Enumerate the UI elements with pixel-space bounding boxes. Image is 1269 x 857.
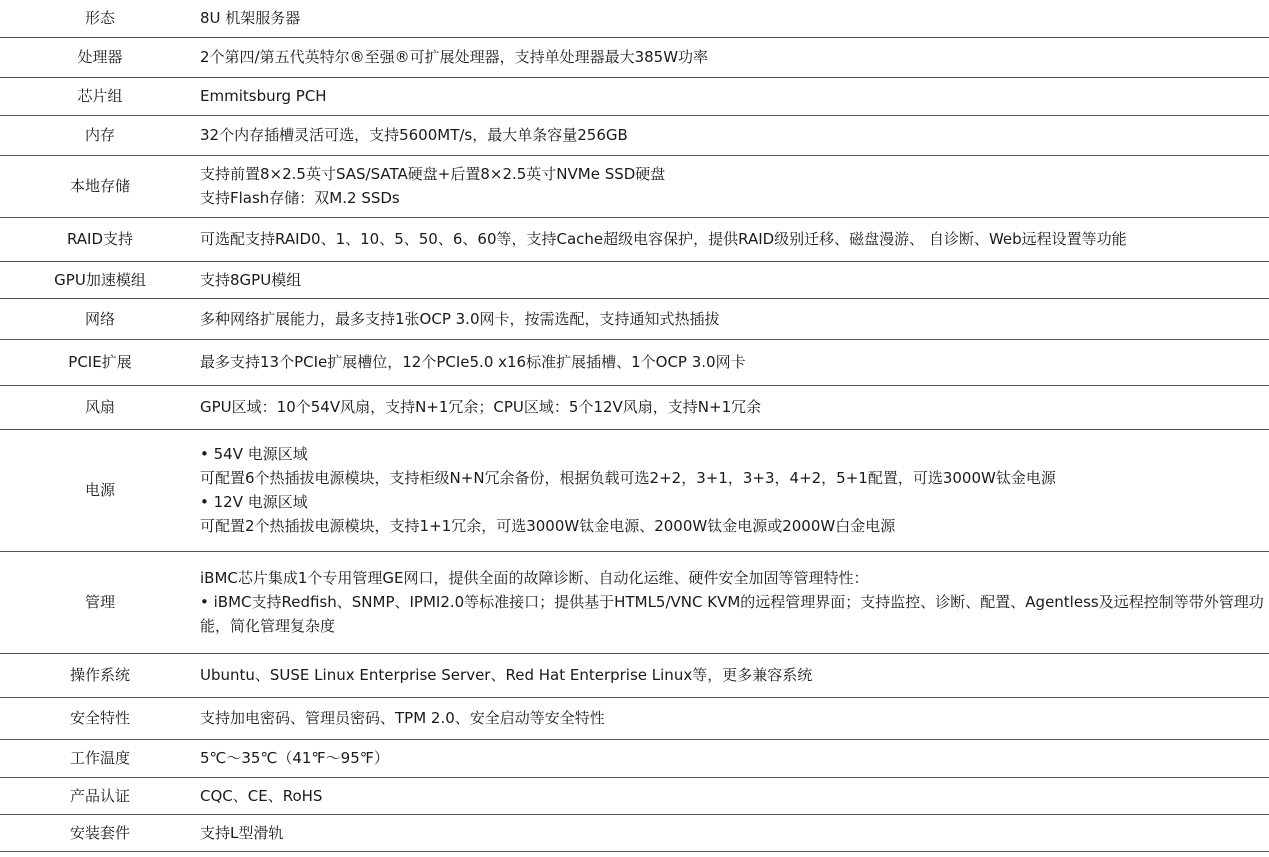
spec-label: 产品认证 [0, 777, 200, 814]
spec-label: 工作温度 [0, 739, 200, 777]
spec-row [0, 298, 1269, 339]
spec-value-line: 支持前置8×2.5英寸SAS/SATA硬盘+后置8×2.5英寸NVMe SSD硬盘 [200, 165, 666, 183]
spec-value [200, 155, 1269, 217]
spec-value-line: 最多支持13个PCIe扩展槽位，12个PCIe5.0 x16标准扩展插槽、1个OCP 3.0网卡 [200, 353, 746, 371]
spec-label: 形态 [0, 0, 200, 37]
spec-label: 本地存储 [0, 155, 200, 217]
spec-row [0, 385, 1269, 429]
spec-value [200, 777, 1269, 814]
spec-value [200, 385, 1269, 429]
spec-value-line: Ubuntu、SUSE Linux Enterprise Server、Red Hat Enterprise Linux等，更多兼容系统 [200, 666, 813, 684]
spec-row [0, 697, 1269, 739]
spec-row [0, 37, 1269, 77]
spec-value-line: GPU区域：10个54V风扇，支持N+1冗余；CPU区域：5个12V风扇，支持N+1冗余 [200, 398, 762, 416]
spec-value [200, 653, 1269, 697]
spec-value-line: 多种网络扩展能力，最多支持1张OCP 3.0网卡，按需选配，支持通知式热插拔 [200, 309, 720, 328]
spec-label: 安装套件 [0, 814, 200, 851]
spec-label: 管理 [0, 551, 200, 653]
spec-value [200, 551, 1269, 653]
spec-row [0, 551, 1269, 653]
spec-value [200, 0, 1269, 37]
spec-value-line: iBMC芯片集成1个专用管理GE网口，提供全面的故障诊断、自动化运维、硬件安全加固等管理特性： [200, 569, 869, 587]
spec-row [0, 739, 1269, 777]
spec-row [0, 77, 1269, 115]
spec-value-line: • iBMC支持Redfish、SNMP、IPMI2.0等标准接口；提供基于HTML5/VNC KVM的远程管理界面；支持监控、诊断、配置、Agentless及远程控制等带外管理功能，简化管理复杂度 [200, 593, 1264, 635]
spec-value-line: 8U 机架服务器 [200, 9, 301, 28]
spec-value [200, 814, 1269, 851]
spec-label: 内存 [0, 115, 200, 155]
spec-row [0, 115, 1269, 155]
spec-value-line: 可选配支持RAID0、1、10、5、50、6、60等，支持Cache超级电容保护，提供RAID级别迁移、磁盘漫游、 自诊断、Web远程设置等功能 [200, 230, 1127, 248]
spec-value [200, 217, 1269, 261]
spec-value [200, 37, 1269, 77]
spec-row [0, 339, 1269, 385]
spec-value-line: 支持8GPU模组 [200, 270, 302, 289]
spec-label: 风扇 [0, 385, 200, 429]
spec-value-line: • 54V 电源区域 [200, 445, 308, 463]
spec-row [0, 155, 1269, 217]
spec-value [200, 339, 1269, 385]
spec-label: GPU加速模组 [0, 261, 200, 298]
spec-value-line: Emmitsburg PCH [200, 87, 327, 105]
spec-row [0, 217, 1269, 261]
spec-value-line: 可配置2个热插拔电源模块，支持1+1冗余，可选3000W钛金电源、2000W钛金电源或2000W白金电源 [200, 517, 896, 535]
spec-value [200, 298, 1269, 339]
spec-value-line: 5℃～35℃（41℉～95℉） [200, 749, 390, 767]
spec-value [200, 115, 1269, 155]
spec-row [0, 814, 1269, 851]
spec-value [200, 261, 1269, 298]
spec-value-line: 可配置6个热插拔电源模块，支持柜级N+N冗余备份，根据负载可选2+2，3+1，3+3，4+2，5+1配置，可选3000W钛金电源 [200, 469, 1056, 487]
spec-row [0, 777, 1269, 814]
spec-value-line: 32个内存插槽灵活可选，支持5600MT/s，最大单条容量256GB [200, 126, 628, 144]
spec-value-line: 2个第四/第五代英特尔®至强®可扩展处理器，支持单处理器最大385W功率 [200, 48, 709, 66]
spec-label: 操作系统 [0, 653, 200, 697]
spec-row [0, 0, 1269, 37]
spec-value-line: CQC、CE、RoHS [200, 786, 323, 805]
spec-label: PCIE扩展 [0, 339, 200, 385]
spec-value [200, 77, 1269, 115]
spec-value-line: 支持Flash存储：双M.2 SSDs [200, 189, 400, 207]
spec-value [200, 697, 1269, 739]
spec-label: 芯片组 [0, 77, 200, 115]
spec-row [0, 261, 1269, 298]
spec-value [200, 429, 1269, 551]
spec-row [0, 653, 1269, 697]
spec-value-line: 支持L型滑轨 [200, 823, 284, 842]
spec-label: RAID支持 [0, 217, 200, 261]
spec-value [200, 739, 1269, 777]
spec-value-line: • 12V 电源区域 [200, 493, 308, 511]
spec-row [0, 429, 1269, 551]
spec-label: 电源 [0, 429, 200, 551]
spec-label: 处理器 [0, 37, 200, 77]
spec-label: 网络 [0, 298, 200, 339]
spec-label: 安全特性 [0, 697, 200, 739]
spec-value-line: 支持加电密码、管理员密码、TPM 2.0、安全启动等安全特性 [200, 709, 605, 727]
